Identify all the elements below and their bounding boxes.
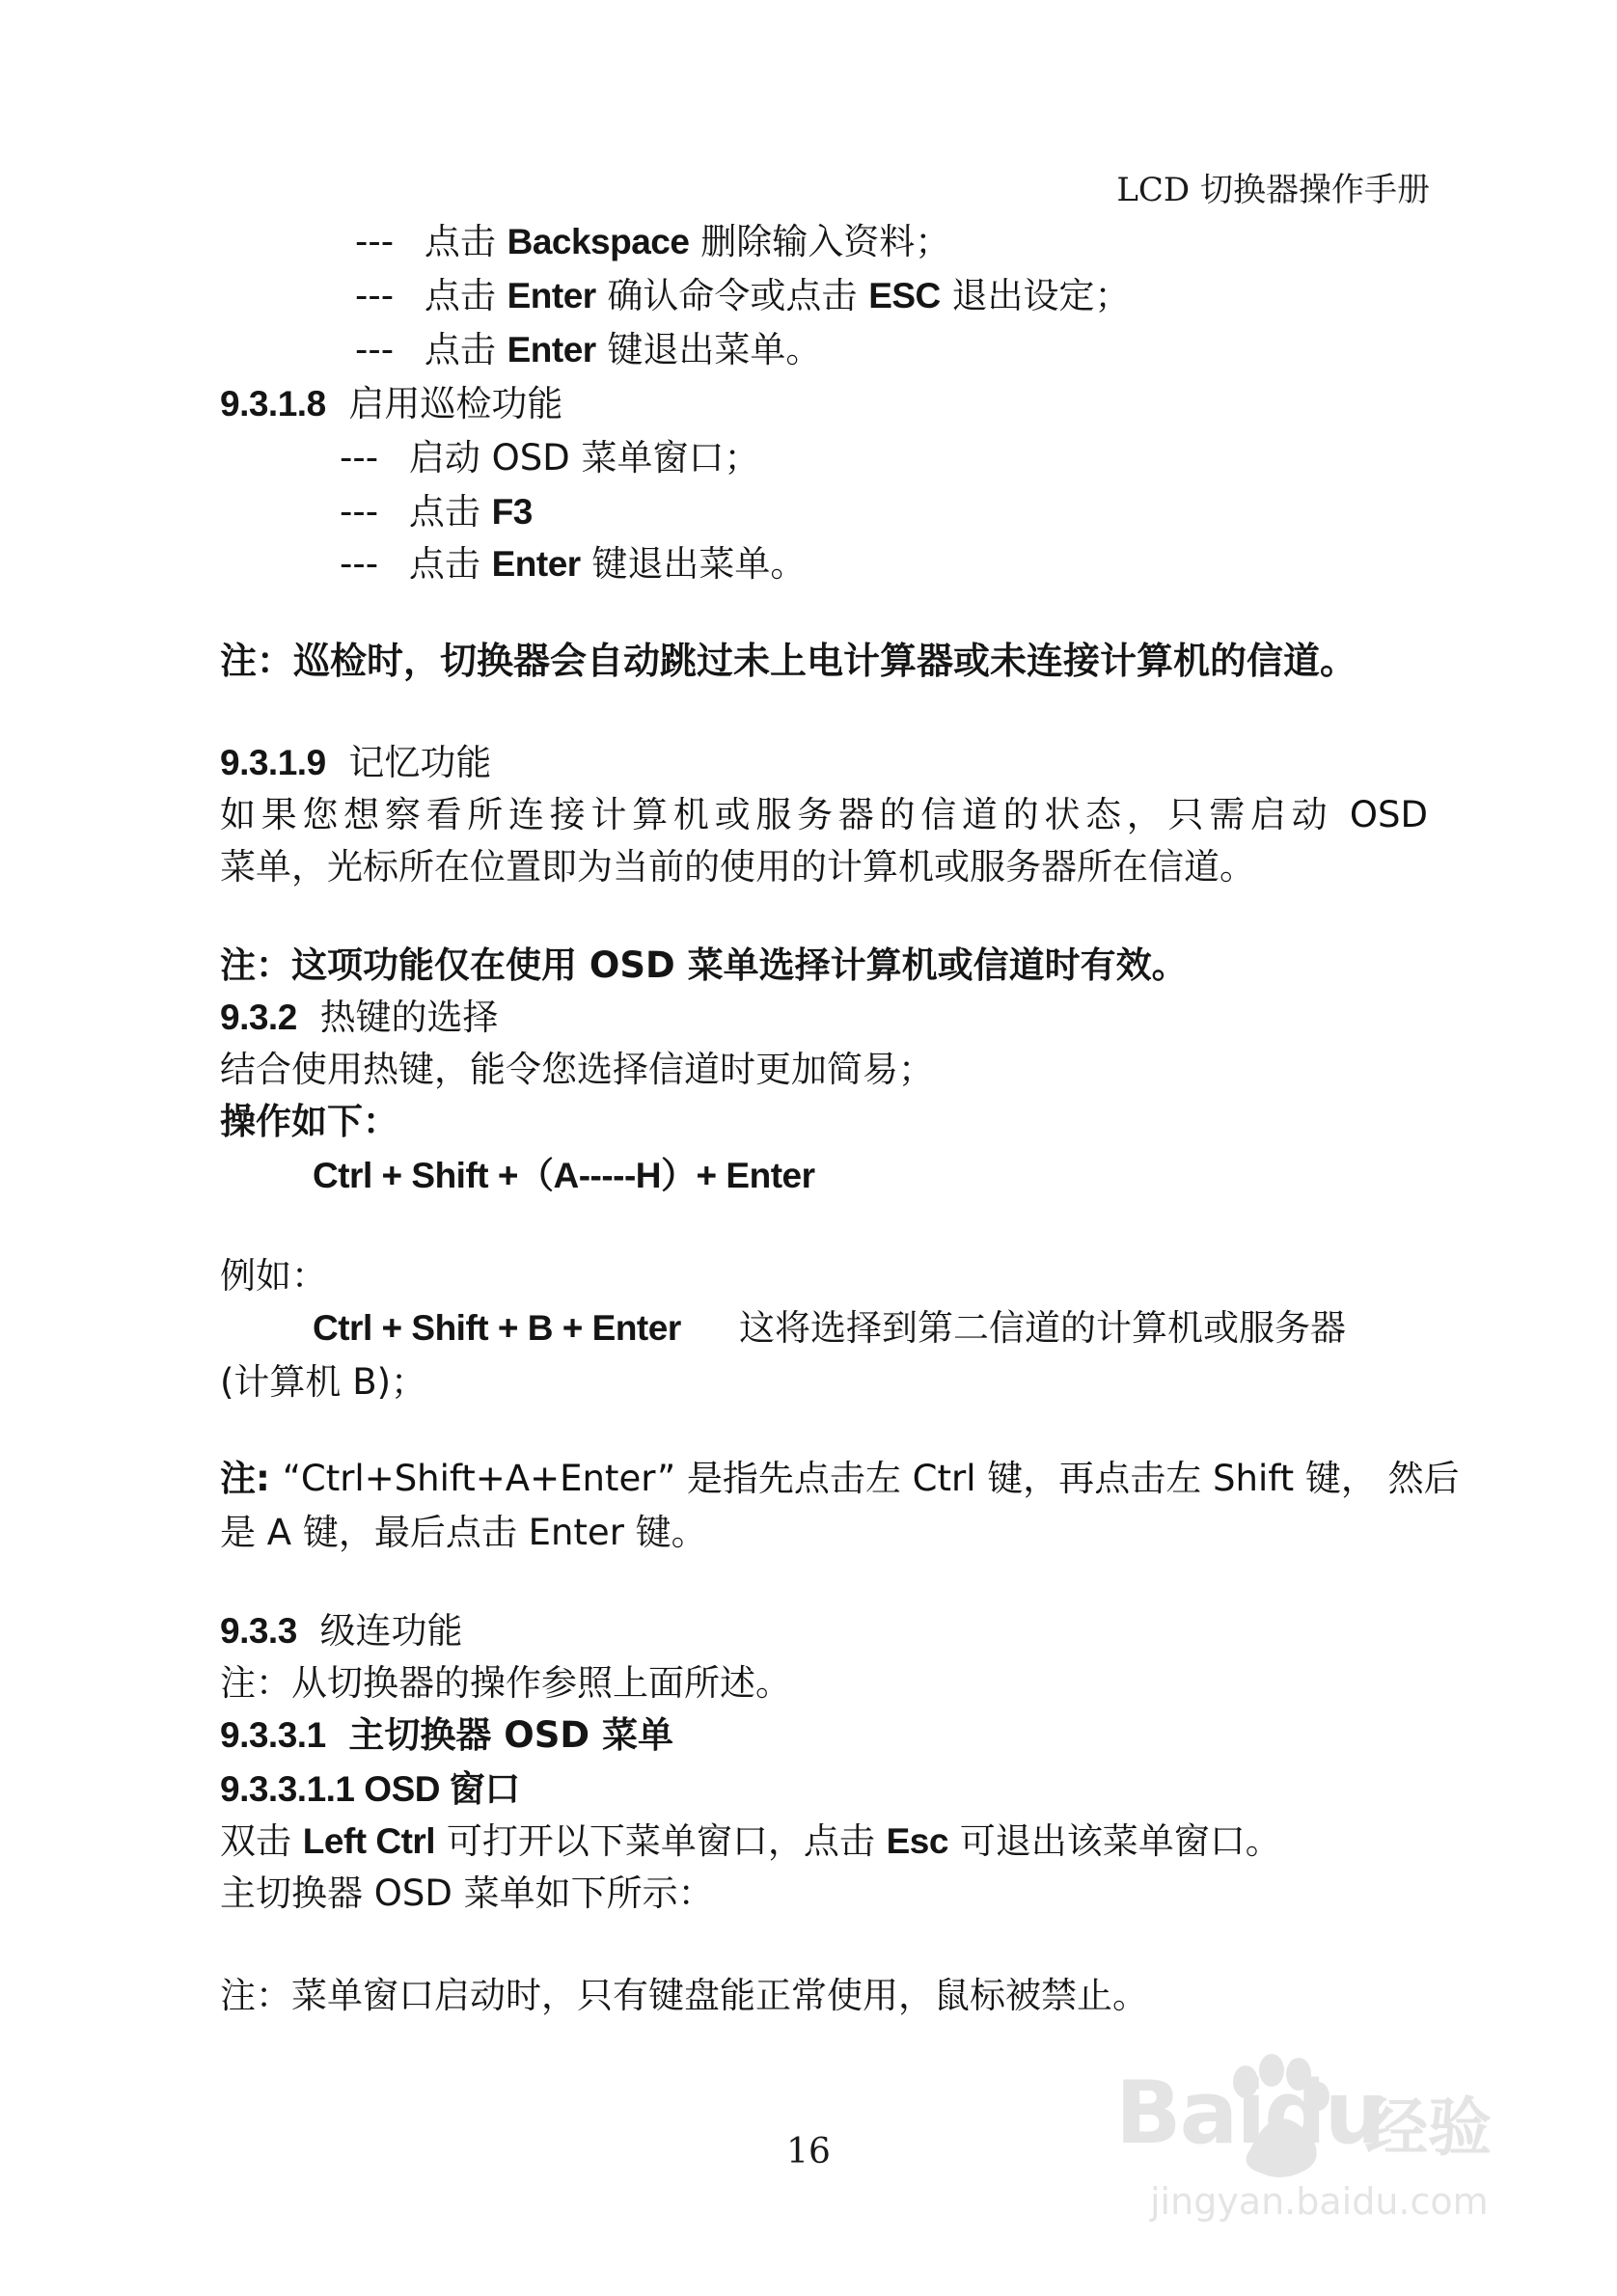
step-backspace: [355, 220, 950, 264]
key-enter: Enter: [491, 544, 581, 584]
osd-menu-caption: 主切换器 OSD 菜单如下所示：: [220, 1872, 714, 1914]
note-hotkey-line1: [220, 1457, 1460, 1501]
section-number: 9.3.1.9: [220, 743, 326, 782]
example-combo: Ctrl + Shift + B + Enter: [313, 1308, 681, 1348]
section-heading-932: [220, 996, 499, 1040]
step-text: 点击: [424, 329, 507, 370]
text: 双击: [220, 1820, 303, 1862]
watermark-url: jingyan.baidu.com: [1150, 2180, 1489, 2223]
osd-window-instruction: [220, 1819, 1281, 1864]
step-text: 点击: [408, 491, 492, 533]
section-heading-93311: 9.3.3.1.1 OSD 窗口: [220, 1769, 520, 1809]
watermark-cn: 经验: [1364, 2091, 1492, 2165]
example-label: 例如：: [220, 1255, 327, 1297]
paragraph-memory-line1: 如果您想察看所连接计算机或服务器的信道的状态，只需启动 OSD: [220, 794, 1428, 835]
step-text: 启动 OSD 菜单窗口；: [408, 437, 760, 478]
section-number: 9.3.2: [220, 998, 297, 1037]
section-title: 记忆功能: [348, 742, 492, 783]
step-text: 点击: [424, 221, 507, 262]
example-tail: (计算机 B)；: [220, 1361, 427, 1403]
section-title: 热键的选择: [319, 997, 499, 1038]
baidu-watermark: [1057, 2043, 1511, 2236]
key-left-ctrl: Left Ctrl: [302, 1821, 436, 1861]
running-header: LCD 切换器操作手册: [1116, 171, 1430, 209]
operation-label: 操作如下：: [220, 1101, 398, 1142]
paragraph-memory-line2: 菜单，光标所在位置即为当前的使用的计算机或服务器所在信道。: [220, 846, 1255, 888]
note-prefix: 注:: [220, 1458, 283, 1499]
note-scan: 注：巡检时，切换器会自动跳过未上电计算器或未连接计算机的信道。: [220, 640, 1357, 682]
step-open-osd: [340, 436, 759, 480]
watermark-brand: Baidu: [1115, 2063, 1384, 2164]
text: 可退出该菜单窗口。: [947, 1820, 1281, 1862]
step-text: 退出设定；: [940, 275, 1131, 316]
key-esc: ESC: [868, 276, 941, 315]
section-title: 主切换器 OSD 菜单: [348, 1714, 673, 1756]
step-text: 键退出菜单。: [595, 329, 822, 370]
section-title: 级连功能: [319, 1610, 463, 1652]
section-heading-9331: [220, 1713, 673, 1758]
final-note: 注：菜单窗口启动时，只有键盘能正常使用，鼠标被禁止。: [220, 1975, 1148, 2016]
step-enter-confirm: [355, 274, 1131, 318]
section-heading-933: [220, 1609, 463, 1654]
key-backspace: Backspace: [507, 222, 690, 261]
dash: ---: [355, 329, 395, 370]
hotkey-intro: 结合使用热键，能令您选择信道时更加简易；: [220, 1049, 934, 1090]
dash: ---: [355, 221, 395, 262]
key-enter: Enter: [507, 330, 596, 369]
note-osd-only: 注：这项功能仅在使用 OSD 菜单选择计算机或信道时有效。: [220, 944, 1188, 986]
step-enter-exit-2: [340, 542, 806, 587]
example-combo-line: [313, 1306, 681, 1351]
step-press-f3: [340, 490, 533, 534]
example-description: 这将选择到第二信道的计算机或服务器: [739, 1307, 1346, 1349]
text: 可打开以下菜单窗口，点击: [435, 1820, 887, 1862]
cascade-note: 注：从切换器的操作参照上面所述。: [220, 1662, 791, 1704]
step-text: 确认命令或点击: [595, 275, 869, 316]
section-title: 启用巡检功能: [348, 383, 563, 424]
section-heading-9319: [220, 741, 491, 785]
section-number: 9.3.1.8: [220, 384, 326, 424]
key-esc: Esc: [886, 1821, 948, 1861]
note-hotkey-line2: 是 A 键，最后点击 Enter 键。: [220, 1512, 707, 1553]
dash: ---: [340, 543, 379, 585]
hotkey-combo: Ctrl + Shift +（A-----H）+ Enter: [313, 1156, 815, 1195]
step-text: 点击: [424, 275, 507, 316]
step-text: 点击: [408, 543, 492, 585]
dash: ---: [340, 437, 379, 478]
key-f3: F3: [491, 492, 533, 532]
section-heading-9318: [220, 382, 562, 426]
step-text: 删除输入资料；: [689, 221, 951, 262]
page-number: 16: [786, 2132, 831, 2172]
dash: ---: [340, 491, 379, 533]
note-text: “Ctrl+Shift+A+Enter” 是指先点击左 Ctrl 键，再点击左 Shift 键， 然后: [282, 1458, 1460, 1499]
step-text: 键退出菜单。: [580, 543, 807, 585]
step-enter-exit: [355, 328, 821, 372]
dash: ---: [355, 275, 395, 316]
section-number: 9.3.3: [220, 1611, 297, 1651]
section-number: 9.3.3.1: [220, 1715, 326, 1755]
key-enter: Enter: [507, 276, 596, 315]
